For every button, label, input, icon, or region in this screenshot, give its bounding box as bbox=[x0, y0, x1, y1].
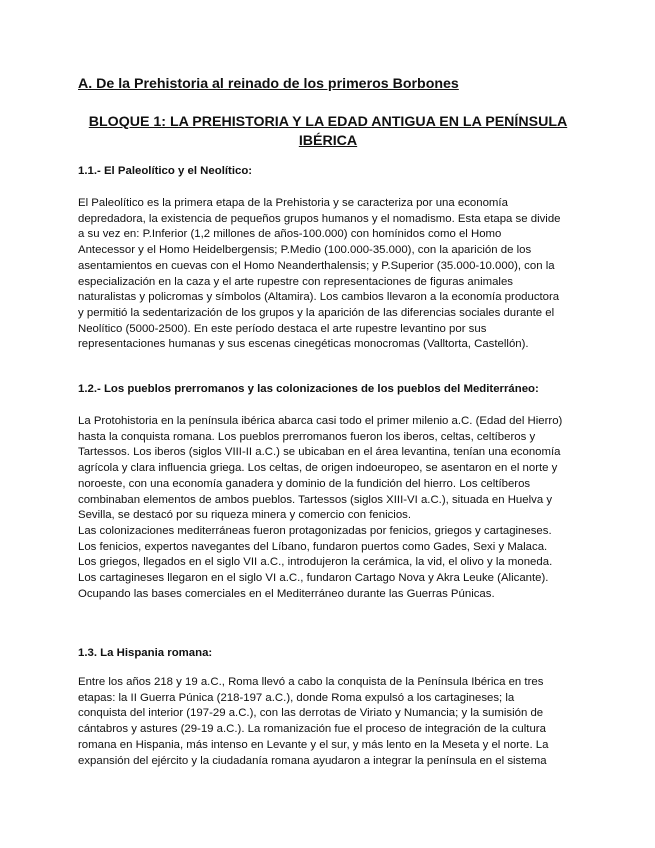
text-line: noroeste, con una economía ganadera y dominio de la fundición del hierro. Los celtíberos bbox=[78, 477, 531, 490]
section-body-pueblos-prerromanos bbox=[78, 414, 562, 602]
text-line: combinaban elementos de ambos pueblos. Tartessos (siglos XIII-VI a.C.), situada en Huelva y bbox=[78, 493, 553, 506]
text-line: etapas: la II Guerra Púnica (218-197 a.C.), donde Roma expulsó a los cartagineses; la bbox=[78, 691, 515, 704]
text-line: Los griegos, llegados en el siglo VII a.C., introdujeron la cerámica, la vid, el olivo y la moneda. bbox=[78, 556, 553, 569]
text-line: cántabros y astures (29-19 a.C.). La romanización fue el proceso de integración de la cultura bbox=[78, 723, 546, 736]
text-line: hasta la conquista romana. Los pueblos prerromanos fueron los iberos, celtas, celtíberos y bbox=[78, 430, 536, 443]
text-line: especialización en la caza y el arte rupestre con representaciones de figuras animales bbox=[78, 275, 513, 288]
section-body-paleolitico bbox=[78, 196, 561, 353]
text-line: naturalistas y policromas y símbolos (Altamira). Los cambios llevaron a la economía productora bbox=[78, 291, 560, 304]
text-line: romana en Hispania, más intenso en Levante y el sur, y más lento en la Meseta y el norte. La bbox=[78, 738, 549, 751]
text-line: La Protohistoria en la península ibérica abarca casi todo el primer milenio a.C. (Edad del Hierro) bbox=[78, 415, 563, 427]
text-line: y permitió la sedentarización de los grupos y la aparición de las diferencias sociales durante el bbox=[78, 306, 555, 319]
text-line: asentamientos en cuevas con el Homo Neanderthalensis; y P.Superior (35.000-10.000), con la bbox=[78, 259, 555, 272]
text-line: conquista del interior (197-29 a.C.), con las derrotas de Viriato y Numancia; y la sumisión de bbox=[78, 707, 544, 720]
text-line: Ocupando las bases comerciales en el Mediterráneo durante las Guerras Púnicas. bbox=[78, 587, 495, 600]
block-title-line: IBÉRICA bbox=[298, 133, 358, 149]
block-title-line: BLOQUE 1: LA PREHISTORIA Y LA EDAD ANTIGUA EN LA PENÍNSULA bbox=[88, 114, 568, 130]
document-heading: A. De la Prehistoria al reinado de los primeros Borbones bbox=[78, 76, 459, 92]
text-line: expansión del ejército y la ciudadanía romana ayudaron a integrar la península en el sistema bbox=[78, 754, 547, 767]
section-body-hispania-romana bbox=[78, 675, 548, 769]
text-line: Tartessos. Los iberos (siglos VIII-II a.C.) se ubicaban en el área levantina, tenían una economía bbox=[78, 446, 561, 459]
text-line: Neolítico (5000-2500). En este período destaca el arte rupestre levantino por sus bbox=[78, 322, 487, 335]
text-line: Los cartagineses llegaron en el siglo VI a.C., fundaron Cartago Nova y Akra Leuke (Alicante). bbox=[78, 572, 549, 585]
text-line: depredadora, la existencia de pequeños grupos humanos y el nomadismo. Esta etapa se divide bbox=[78, 212, 561, 225]
section-heading-pueblos-prerromanos: 1.2.- Los pueblos prerromanos y las colonizaciones de los pueblos del Mediterráneo: bbox=[78, 383, 539, 395]
section-heading-hispania-romana: 1.3. La Hispania romana: bbox=[78, 647, 213, 659]
text-line: Los fenicios, expertos navegantes del Líbano, fundaron puertos como Gades, Sexi y Malaca. bbox=[78, 540, 548, 553]
text-line: agrícola y clara influencia griega. Los celtas, de origen indoeuropeo, se asentaron en el norte y bbox=[78, 462, 558, 475]
text-line: representaciones humanas y sus escenas cinegéticas monocromas (Valltorta, Castellón). bbox=[78, 338, 529, 351]
text-line: Las colonizaciones mediterráneas fueron protagonizadas por fenicios, griegos y cartagineses. bbox=[78, 524, 552, 537]
text-line: Sevilla, se destacó por su riqueza minera y comercio con fenicios. bbox=[78, 509, 412, 522]
block-title bbox=[78, 113, 578, 151]
text-line: a su vez en: P.Inferior (1,2 millones de años-100.000) con homínidos como el Homo bbox=[78, 228, 502, 241]
text-line: El Paleolítico es la primera etapa de la Prehistoria y se caracteriza por una economía bbox=[78, 197, 508, 209]
text-line: Entre los años 218 y 19 a.C., Roma llevó a cabo la conquista de la Península Ibérica en tres bbox=[78, 676, 544, 688]
text-line: Antecessor y el Homo Heidelbergensis; P.Medio (100.000-35.000), con la aparición de los bbox=[78, 244, 532, 257]
section-heading-paleolitico: 1.1.- El Paleolítico y el Neolítico: bbox=[78, 165, 253, 177]
